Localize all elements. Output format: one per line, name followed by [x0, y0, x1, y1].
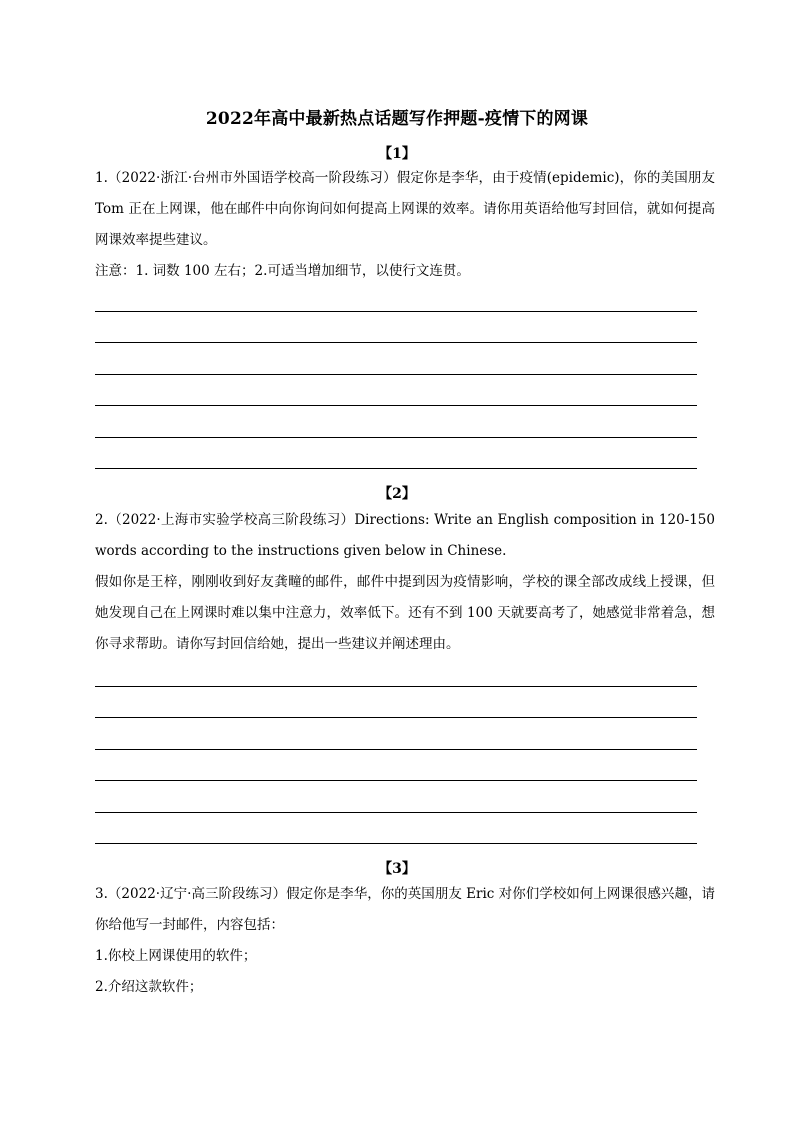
question-1-note: 注意：1. 词数 100 左右；2.可适当增加细节，以使行文连贯。: [95, 263, 470, 279]
question-3-item-1: 1.你校上网课使用的软件；: [95, 948, 257, 964]
question-3-item-2: 2.介绍这款软件；: [95, 979, 203, 995]
question-2-answer-area[interactable]: [95, 655, 697, 844]
question-3-prompt: 3.（2022·辽宁·高三阶段练习）假定你是李华，你的英国朋友 Eric 对你们学校如何上网课很感兴趣，请你给他写一封邮件，内容包括：: [95, 886, 715, 933]
answer-line: [95, 406, 697, 438]
answer-line: [95, 655, 697, 687]
answer-line: [95, 750, 697, 782]
question-2-prompt: 假如你是王梓，刚刚收到好友龚疃的邮件，邮件中提到因为疫情影响，学校的课全部改成线上授课，但她发现自己在上网课时难以集中注意力，效率低下。还有不到 100 天就要高考了，她感觉非常着急，想你寻求帮助。请你写封回信给她，提出一些建议并阐述理由。: [95, 574, 715, 652]
answer-line: [95, 312, 697, 344]
question-3-text: [95, 879, 715, 1003]
question-1-answer-area[interactable]: [95, 280, 697, 469]
answer-line: [95, 687, 697, 719]
answer-line: [95, 438, 697, 470]
answer-line: [95, 781, 697, 813]
question-1-marker: 【1】: [378, 146, 416, 162]
question-2-text: [95, 505, 715, 660]
answer-line: [95, 718, 697, 750]
answer-line: [95, 280, 697, 312]
question-2-directions: 2.（2022·上海市实验学校高三阶段练习）Directions: Write an English composition in 120-150 words according to the instructions given below in Chinese.: [95, 512, 715, 559]
document-title: 2022年高中最新热点话题写作押题-疫情下的网课: [205, 109, 589, 129]
question-1-prompt: 1.（2022·浙江·台州市外国语学校高一阶段练习）假定你是李华，由于疫情(epidemic)，你的美国朋友 Tom 正在上网课，他在邮件中向你询问如何提高上网课的效率。请你用英语给他写封回信，就如何提高网课效率提些建议。: [95, 170, 715, 248]
answer-line: [95, 813, 697, 845]
question-1-text: [95, 163, 715, 287]
answer-line: [95, 375, 697, 407]
question-3-marker: 【3】: [378, 861, 416, 877]
question-2-marker: 【2】: [378, 486, 416, 502]
answer-line: [95, 343, 697, 375]
